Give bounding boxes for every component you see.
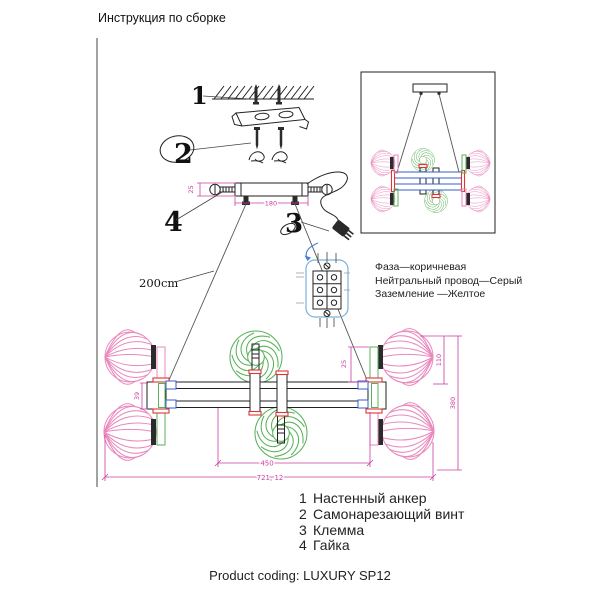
globe-pink-right-bottom [382,403,434,460]
wiring-note [375,261,522,302]
part-number: 3 [299,521,307,538]
frame-rod-top [176,382,368,389]
inset-frame-bar-top [394,172,462,178]
globe-pink-left-top [105,330,155,385]
bracket-right [358,378,386,413]
hanging-bolt [291,196,299,205]
svg-text:25: 25 [187,185,195,194]
svg-text:721, 12: 721, 12 [256,473,284,482]
part-label: Самонарезающий винт [313,505,465,522]
hanging-bolt [242,196,250,205]
callout-anchor: 1 [191,81,208,110]
page-title: Инструкция по сборке [98,11,226,25]
lamp-holder [378,345,383,369]
assembled-view-inset [361,72,495,233]
wiring-ground: Заземление —Желтое [375,288,486,300]
lamp-holder [151,345,156,369]
frame-rod-bottom [176,401,368,408]
wiring-neutral: Нейтральный провод—Серый [375,274,523,287]
dim-bracket-height [133,383,148,409]
product-coding: Product coding: LUXURY SP12 [209,568,391,583]
svg-text:380: 380 [449,396,457,410]
inset-globe-green-top [412,149,435,172]
power-plug [332,219,355,241]
ceiling-section [203,84,314,105]
bracket-left [147,378,176,413]
plate-screw-left [210,184,235,194]
svg-text:110: 110 [435,353,443,367]
center-post-a [249,370,261,415]
inset-frame-bar-bottom [394,184,462,190]
arm-left-bottom [157,413,165,445]
parts-list-item [299,538,464,554]
parts-list [299,491,464,554]
callout-terminal: 3 [285,209,304,239]
canopy-bracket [232,108,309,130]
part-label: Настенный анкер [313,490,427,506]
part-label: Гайка [313,537,350,554]
inset-globe-green-bottom [425,190,448,213]
callout-nut: 4 [164,207,183,238]
terminal-block-detail [296,243,350,328]
spring-clip [249,152,264,163]
parts-list-item [299,523,464,539]
power-cord [307,172,347,222]
dim-arm-offset [340,347,369,382]
part-number: 2 [299,505,307,522]
svg-text:25: 25 [340,359,348,369]
arm-left-top [157,347,165,380]
lamp-holder [378,419,383,445]
svg-text:39: 39 [133,391,141,401]
svg-text:450: 450 [260,459,274,468]
globe-pink-right-top [381,329,433,386]
cable-length-label [139,271,214,290]
svg-text:200cm: 200cm [139,276,179,290]
parts-list-item [299,507,464,523]
fixture-side-view [102,329,462,482]
self-tapping-screw [278,127,284,150]
dim-frame-width [215,408,373,468]
spring-clip [272,152,287,163]
part-number: 1 [299,490,307,506]
self-tapping-screw [254,127,260,150]
callout-screw: 2 [174,139,193,170]
part-label: Клемма [313,521,365,538]
arm-right-bottom [370,413,378,445]
part-number: 4 [299,537,307,554]
globe-pink-left-bottom [104,404,156,461]
plate-screw-right [308,184,332,194]
lamp-holder [151,419,156,445]
svg-text:180: 180 [264,199,278,208]
arm-right-top [370,347,378,380]
wiring-phase: Фаза—коричневая [375,261,467,273]
center-post-b [276,371,288,416]
parts-list-item [299,491,464,507]
